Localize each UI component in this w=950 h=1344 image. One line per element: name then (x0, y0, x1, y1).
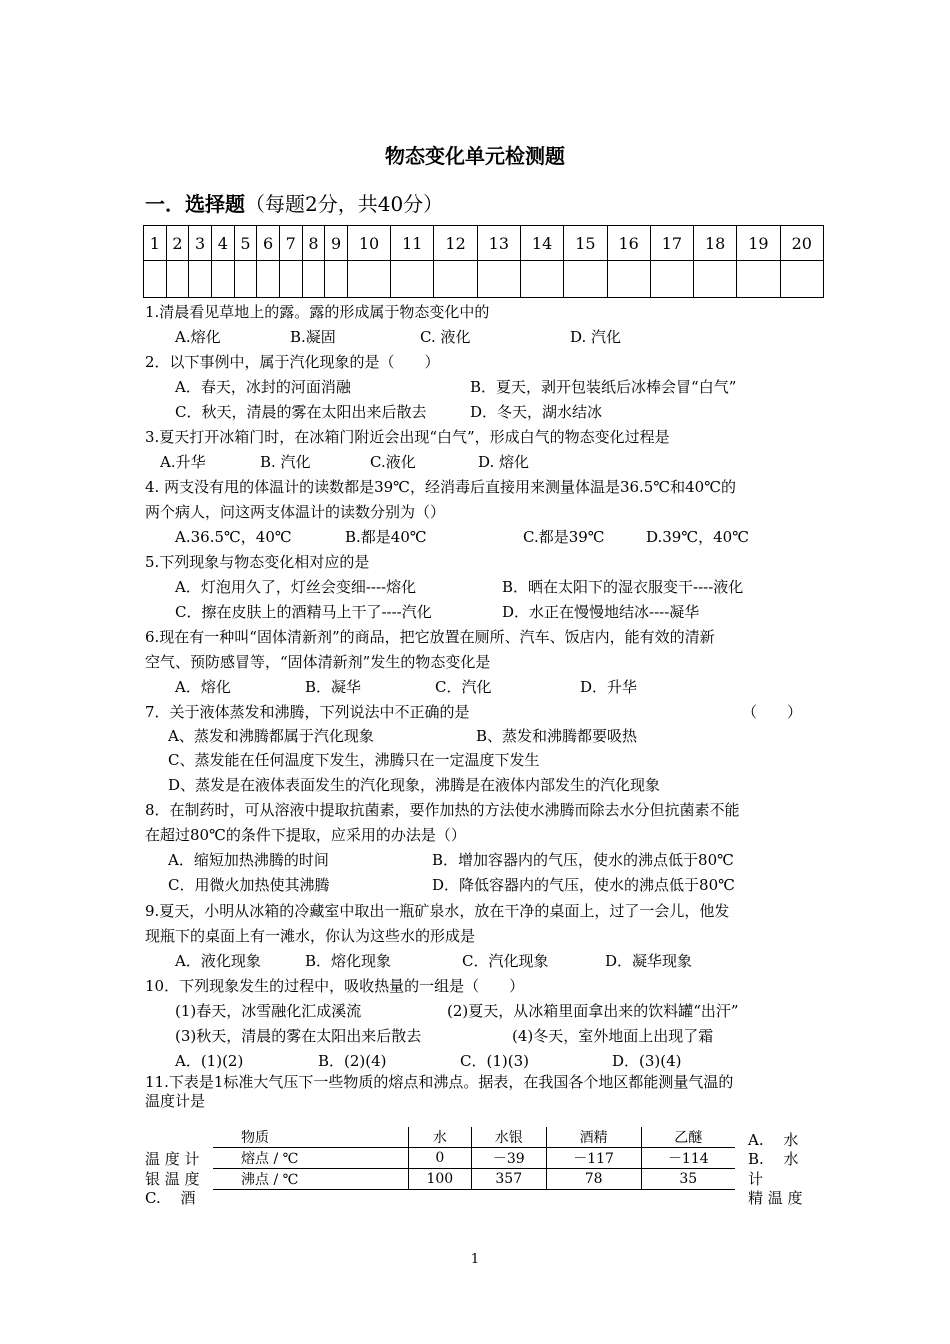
answer-cell (737, 261, 780, 298)
question-text-line: （ ） (742, 703, 803, 721)
question-text-line: D．凝华现象 (605, 952, 693, 970)
question-text-line: D．冬天，湖水结冰 (470, 403, 603, 421)
question-text-line: 2．以下事例中，属于汽化现象的是（ ） (145, 353, 440, 371)
materials-cell: －117 (546, 1148, 641, 1169)
question-text-line: 5.下列现象与物态变化相对应的是 (145, 553, 370, 571)
answer-cell (189, 261, 212, 298)
section-heading (145, 188, 443, 217)
answer-grid-number: 9 (325, 226, 348, 261)
question-text-line: A．(1)(2) (175, 1052, 244, 1070)
question-text-line: C. 液化 (420, 328, 471, 346)
question-text-line: 银 温 度 (145, 1170, 200, 1188)
question-text-line: (4)冬天，室外地面上出现了霜 (512, 1027, 714, 1045)
answer-cell (477, 261, 520, 298)
question-text-line: 空气、预防感冒等，“固体清新剂”发生的物态变化是 (145, 653, 491, 671)
question-text-line: D．降低容器内的气压，使水的沸点低于80℃ (432, 876, 735, 894)
question-text-line: C.液化 (370, 453, 416, 471)
answer-grid-number: 11 (391, 226, 434, 261)
question-text-line: 在超过80℃的条件下提取，应采用的办法是（） (145, 826, 466, 844)
answer-grid-number: 1 (144, 226, 167, 261)
question-text-line: A．熔化 (175, 678, 231, 696)
question-text-line: (3)秋天，清晨的雾在太阳出来后散去 (175, 1027, 422, 1045)
question-text-line: A.熔化 (175, 328, 221, 346)
question-text-line: 6.现在有一种叫“固体清新剂”的商品，把它放置在厕所、汽车、饭店内，能有效的清新 (145, 628, 715, 646)
answer-cell (279, 261, 302, 298)
question-text-line: A．缩短加热沸腾的时间 (168, 851, 329, 869)
question-text-line: 两个病人，问这两支体温计的读数分别为（） (145, 503, 446, 521)
question-text-line: A、蒸发和沸腾都属于汽化现象 (168, 727, 374, 745)
question-text-line: 11.下表是1标准大气压下一些物质的熔点和沸点。据表，在我国各个地区都能测量气温的 (145, 1073, 734, 1091)
page-number: 1 (470, 1252, 480, 1267)
question-text-line: C．用微火加热使其沸腾 (168, 876, 330, 894)
question-text-line: C．汽化现象 (462, 952, 549, 970)
question-text-line: C.都是39℃ (523, 528, 605, 546)
question-text-line: 现瓶下的桌面上有一滩水，你认为这些水的形成是 (145, 927, 476, 945)
question-text-line: 计 (748, 1170, 764, 1188)
question-text-line: B．夏天，剥开包装纸后冰棒会冒“白气” (470, 378, 737, 396)
question-text-line: B．凝华 (305, 678, 362, 696)
answer-grid-number: 20 (780, 226, 823, 261)
materials-header-cell: 水 (408, 1127, 471, 1148)
question-text-line: D、蒸发是在液体表面发生的汽化现象，沸腾是在液体内部发生的汽化现象 (168, 776, 661, 794)
materials-header-row (213, 1127, 735, 1148)
answer-grid-number: 3 (189, 226, 212, 261)
question-text-line: B．(2)(4) (318, 1052, 387, 1070)
question-text-line: (2)夏天，从冰箱里面拿出来的饮料罐“出汗” (447, 1002, 739, 1020)
question-text-line: A．春天，冰封的河面消融 (175, 378, 351, 396)
question-text-line: A．液化现象 (175, 952, 261, 970)
answer-cell (144, 261, 167, 298)
question-text-line: D. 汽化 (570, 328, 622, 346)
answer-cell (694, 261, 737, 298)
answer-grid-number: 8 (302, 226, 325, 261)
question-text-line: B.都是40℃ (345, 528, 427, 546)
question-text-line: D．(3)(4) (612, 1052, 682, 1070)
question-text-line: C、蒸发能在任何温度下发生，沸腾只在一定温度下发生 (168, 751, 540, 769)
answer-grid (143, 225, 824, 298)
question-text-line: B．晒在太阳下的湿衣服变干----液化 (502, 578, 744, 596)
answer-cell (166, 261, 189, 298)
answer-grid-number: 18 (694, 226, 737, 261)
answer-grid-number: 5 (234, 226, 257, 261)
materials-cell: 0 (408, 1148, 471, 1169)
answer-cell (780, 261, 823, 298)
answer-grid-number: 4 (211, 226, 234, 261)
answer-grid-number: 16 (607, 226, 650, 261)
answer-grid-number: 7 (279, 226, 302, 261)
question-text-line: 8．在制药时，可从溶液中提取抗菌素，要作加热的方法使水沸腾而除去水分但抗菌素不能 (145, 801, 740, 819)
question-text-line: 精 温 度 (748, 1189, 803, 1207)
answer-cell (347, 261, 390, 298)
question-text-line: A.36.5℃，40℃ (175, 528, 292, 546)
question-text-line: C．擦在皮肤上的酒精马上干了----汽化 (175, 603, 432, 621)
question-text-line: 9.夏天，小明从冰箱的冷藏室中取出一瓶矿泉水，放在干净的桌面上，过了一会儿，他发 (145, 902, 730, 920)
answer-cell (607, 261, 650, 298)
question-text-line: C．汽化 (435, 678, 492, 696)
question-text-line: C．秋天，清晨的雾在太阳出来后散去 (175, 403, 427, 421)
materials-cell: 100 (408, 1169, 471, 1190)
materials-row (213, 1148, 735, 1169)
question-text-line: (1)春天，冰雪融化汇成溪流 (175, 1002, 362, 1020)
answer-cell (234, 261, 257, 298)
materials-cell: 35 (641, 1169, 735, 1190)
materials-header-cell: 物质 (213, 1127, 408, 1148)
answer-grid-blank-row (144, 261, 824, 298)
question-text-line: 1.清晨看见草地上的露。露的形成属于物态变化中的 (145, 303, 490, 321)
answer-cell (391, 261, 434, 298)
answer-cell (564, 261, 607, 298)
answer-grid-number: 12 (434, 226, 477, 261)
question-text-line: D．水正在慢慢地结冰----凝华 (502, 603, 700, 621)
answer-grid-number: 10 (347, 226, 390, 261)
question-text-line: A.升华 (160, 453, 206, 471)
question-text-line: B. 水 (748, 1150, 799, 1168)
answer-grid-number: 13 (477, 226, 520, 261)
question-text-line: D．升华 (580, 678, 638, 696)
question-text-line: B．增加容器内的气压，使水的沸点低于80℃ (432, 851, 734, 869)
question-text-line: 7．关于液体蒸发和沸腾，下列说法中不正确的是 (145, 703, 470, 721)
materials-header-cell: 酒精 (546, 1127, 641, 1148)
question-text-line: B．熔化现象 (305, 952, 392, 970)
question-text-line: B.凝固 (290, 328, 336, 346)
section-note: （每题2分，共40分） (245, 192, 444, 216)
answer-grid-number: 6 (257, 226, 280, 261)
answer-grid-header (144, 226, 824, 261)
answer-grid-number: 14 (520, 226, 563, 261)
materials-table (213, 1127, 735, 1190)
question-text-line: D. 熔化 (478, 453, 530, 471)
answer-cell (211, 261, 234, 298)
answer-cell (520, 261, 563, 298)
materials-row (213, 1169, 735, 1190)
question-text-line: 4. 两支没有甩的体温计的读数都是39℃，经消毒后直接用来测量体温是36.5℃和40℃的 (145, 478, 736, 496)
question-text-line: C. 酒 (145, 1189, 196, 1207)
answer-grid-number: 15 (564, 226, 607, 261)
question-text-line: A．灯泡用久了，灯丝会变细----熔化 (175, 578, 417, 596)
answer-grid-number: 2 (166, 226, 189, 261)
answer-cell (434, 261, 477, 298)
document-title: 物态变化单元检测题 (385, 144, 565, 168)
materials-cell: 357 (471, 1169, 546, 1190)
question-text-line: B、蒸发和沸腾都要吸热 (476, 727, 638, 745)
question-text-line: 温 度 计 (145, 1150, 200, 1168)
answer-cell (302, 261, 325, 298)
question-text-line: B. 汽化 (260, 453, 311, 471)
answer-cell (325, 261, 348, 298)
question-text-line: 温度计是 (145, 1092, 206, 1110)
materials-cell: 78 (546, 1169, 641, 1190)
answer-grid-number: 17 (650, 226, 693, 261)
question-text-line: A. 水 (748, 1131, 799, 1149)
question-text-line: 3.夏天打开冰箱门时，在冰箱门附近会出现“白气”，形成白气的物态变化过程是 (145, 428, 670, 446)
answer-grid-number: 19 (737, 226, 780, 261)
question-text-line: D.39℃，40℃ (646, 528, 749, 546)
answer-cell (650, 261, 693, 298)
answer-cell (257, 261, 280, 298)
materials-cell: 熔点 / ℃ (213, 1148, 408, 1169)
materials-header-cell: 水银 (471, 1127, 546, 1148)
section-label: 一．选择题 (145, 192, 245, 216)
materials-cell: －39 (471, 1148, 546, 1169)
question-text-line: C．(1)(3) (460, 1052, 529, 1070)
question-text-line: 10．下列现象发生的过程中，吸收热量的一组是（ ） (145, 977, 525, 995)
materials-header-cell: 乙醚 (641, 1127, 735, 1148)
materials-cell: －114 (641, 1148, 735, 1169)
materials-cell: 沸点 / ℃ (241, 1172, 299, 1188)
